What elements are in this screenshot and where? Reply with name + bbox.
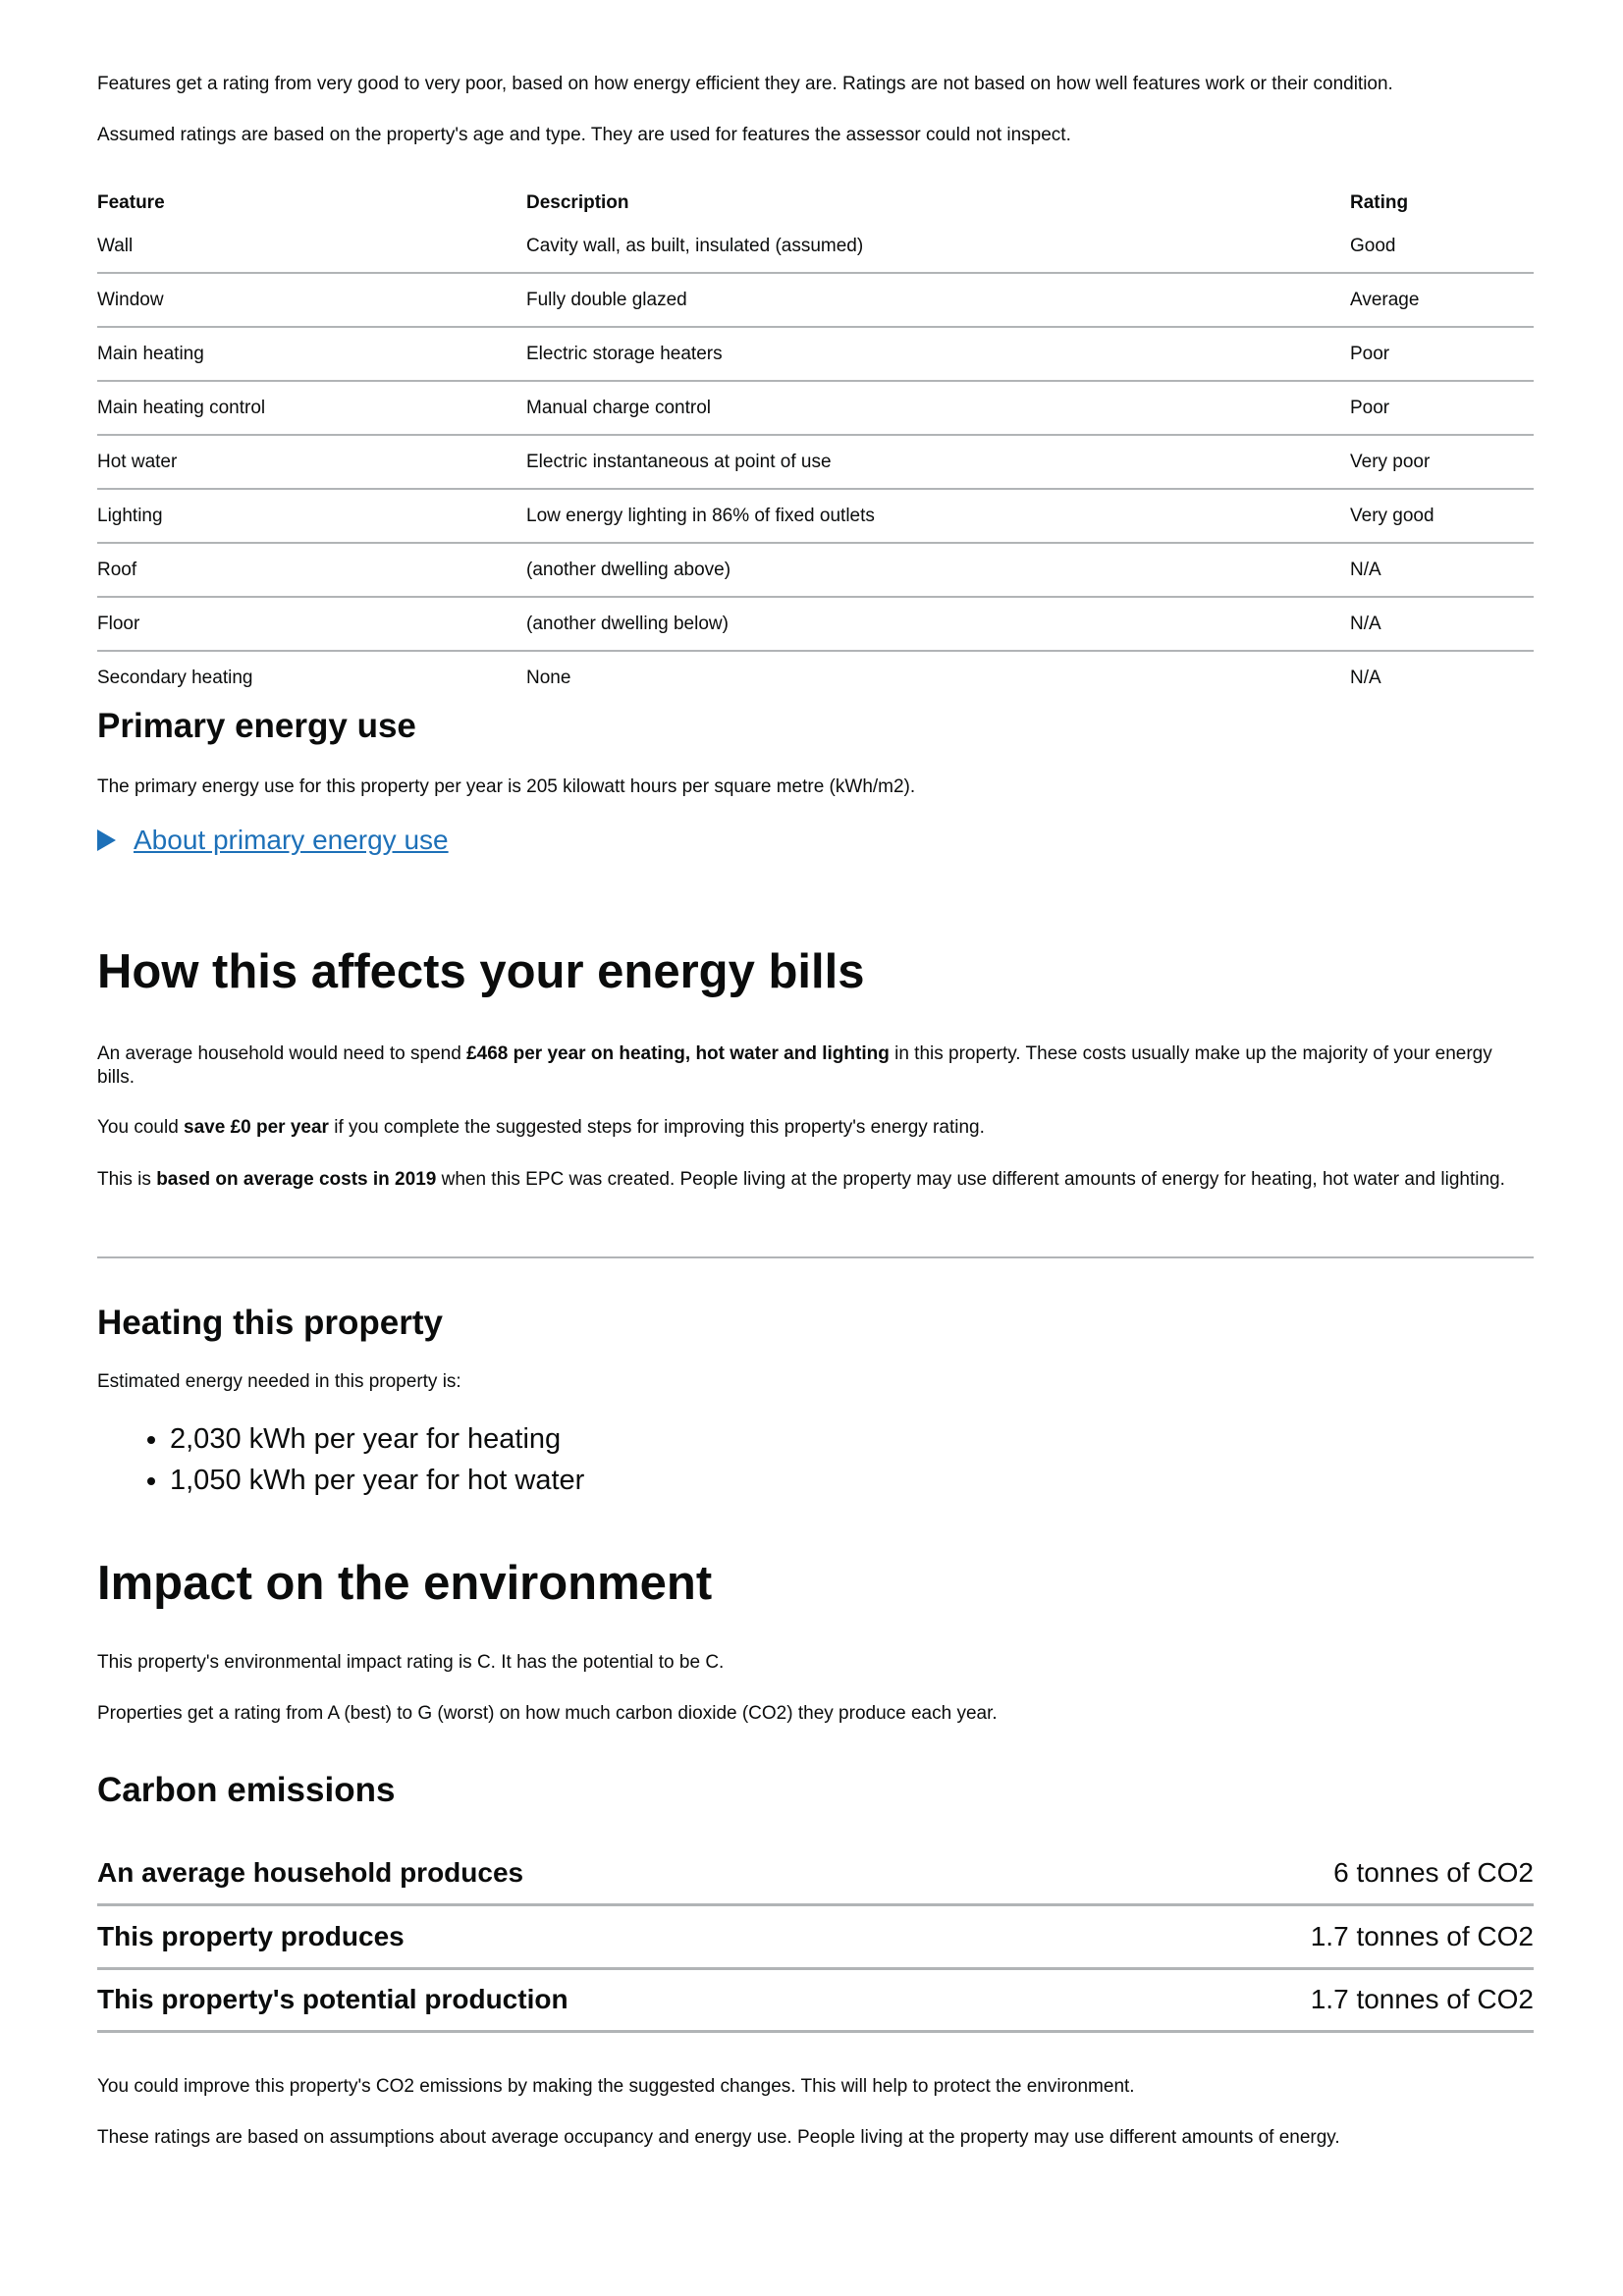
header-feature: Feature <box>97 192 165 213</box>
carbon-row-label: An average household produces <box>97 1857 524 1888</box>
primary-energy-heading: Primary energy use <box>97 707 416 745</box>
feature-cell: Window <box>97 273 526 327</box>
text-fragment: when this EPC was created. People living at the property may use different amounts of energy for heating, hot water and lighting. <box>436 1169 1505 1190</box>
feature-cell: Floor <box>97 597 526 651</box>
table-row <box>97 489 1534 543</box>
bills-basis-text <box>97 1168 1534 1192</box>
carbon-row-value: 1.7 tonnes of CO2 <box>1310 1984 1534 2014</box>
text-fragment: This is <box>97 1169 157 1190</box>
carbon-row-potential <box>97 1969 1534 2033</box>
heating-energy-list <box>97 1418 584 1501</box>
assumed-ratings-text: Assumed ratings are based on the property's age and type. They are used for features the assessor could not inspect. <box>97 125 1071 145</box>
heating-intro-text: Estimated energy needed in this property is: <box>97 1371 461 1392</box>
list-item: • 2,030 kWh per year for heating <box>170 1418 584 1460</box>
table-row <box>97 220 1534 273</box>
table-row <box>97 327 1534 381</box>
rating-cell: Average <box>1350 273 1534 327</box>
feature-cell: Main heating control <box>97 381 526 435</box>
rating-cell: Very poor <box>1350 435 1534 489</box>
environment-heading: Impact on the environment <box>97 1557 713 1610</box>
description-cell: (another dwelling above) <box>526 543 1350 597</box>
carbon-row-label: This property's potential production <box>97 1984 568 2014</box>
description-cell: None <box>526 667 571 688</box>
feature-cell: Hot water <box>97 435 526 489</box>
description-cell: (another dwelling below) <box>526 597 1350 651</box>
bills-average-text <box>97 1042 1534 1090</box>
carbon-row-value: 6 tonnes of CO2 <box>1333 1857 1534 1888</box>
feature-cell: Roof <box>97 543 526 597</box>
saving-bold: save £0 per year <box>184 1117 329 1138</box>
rating-cell: Poor <box>1350 381 1534 435</box>
bills-saving-text <box>97 1116 1534 1140</box>
feature-cell: Main heating <box>97 327 526 381</box>
primary-energy-text: The primary energy use for this property per year is 205 kilowatt hours per square metre (kWh/m2). <box>97 776 916 797</box>
co2-improve-text: You could improve this property's CO2 emissions by making the suggested changes. This will help to protect the environment. <box>97 2076 1135 2097</box>
rating-cell: Good <box>1350 220 1534 273</box>
description-cell: Electric instantaneous at point of use <box>526 435 1350 489</box>
table-row <box>97 381 1534 435</box>
rating-cell: N/A <box>1350 597 1534 651</box>
environment-scale-text: Properties get a rating from A (best) to G (worst) on how much carbon dioxide (CO2) they produce each year. <box>97 1703 998 1724</box>
list-item: • 1,050 kWh per year for hot water <box>170 1460 584 1501</box>
rating-cell: N/A <box>1350 667 1381 688</box>
rating-cell: Poor <box>1350 327 1534 381</box>
energy-bills-heading: How this affects your energy bills <box>97 945 865 998</box>
ratings-assumptions-text: These ratings are based on assumptions about average occupancy and energy use. People living at the property may use different amounts of energy. <box>97 2127 1340 2148</box>
carbon-row-average <box>97 1842 1534 1906</box>
heating-heading: Heating this property <box>97 1304 443 1342</box>
table-header-row <box>97 187 1534 220</box>
table-row <box>97 651 1534 704</box>
header-rating: Rating <box>1350 192 1409 213</box>
description-cell: Fully double glazed <box>526 273 1350 327</box>
description-cell: Manual charge control <box>526 381 1350 435</box>
table-row <box>97 273 1534 327</box>
feature-cell: Wall <box>97 220 526 273</box>
table-row <box>97 435 1534 489</box>
primary-energy-details[interactable] <box>97 825 449 856</box>
description-cell: Electric storage heaters <box>526 327 1350 381</box>
description-cell: Low energy lighting in 86% of fixed outlets <box>526 489 1350 543</box>
features-table <box>97 187 1534 704</box>
about-primary-energy-link[interactable]: About primary energy use <box>134 825 449 855</box>
carbon-row-label: This property produces <box>97 1921 405 1951</box>
disclosure-triangle-icon[interactable] <box>97 829 116 851</box>
text-fragment: An average household would need to spend <box>97 1043 467 1064</box>
ratings-intro-text: Features get a rating from very good to very poor, based on how energy efficient they are. Ratings are not based on how well features work or their condition. <box>97 74 1393 94</box>
table-row <box>97 597 1534 651</box>
section-divider <box>97 1256 1534 1258</box>
cost-basis-bold: based on average costs in 2019 <box>156 1169 437 1190</box>
text-fragment: You could <box>97 1117 185 1138</box>
carbon-emissions-heading: Carbon emissions <box>97 1771 396 1809</box>
text-fragment: if you complete the suggested steps for improving this property's energy rating. <box>328 1117 985 1138</box>
header-description: Description <box>526 192 629 213</box>
carbon-row-value: 1.7 tonnes of CO2 <box>1310 1921 1534 1951</box>
carbon-row-property <box>97 1906 1534 1970</box>
table-row <box>97 543 1534 597</box>
environment-rating-text: This property's environmental impact rating is C. It has the potential to be C. <box>97 1652 725 1673</box>
rating-cell: N/A <box>1350 543 1534 597</box>
feature-cell: Lighting <box>97 489 526 543</box>
average-cost-bold: £468 per year on heating, hot water and lighting <box>466 1043 890 1064</box>
feature-cell: Secondary heating <box>97 667 253 688</box>
rating-cell: Very good <box>1350 489 1534 543</box>
text-fragment: in this property. These costs usually make up the majority of your energy bills. <box>97 1043 1492 1088</box>
description-cell: Cavity wall, as built, insulated (assumed) <box>526 220 1350 273</box>
